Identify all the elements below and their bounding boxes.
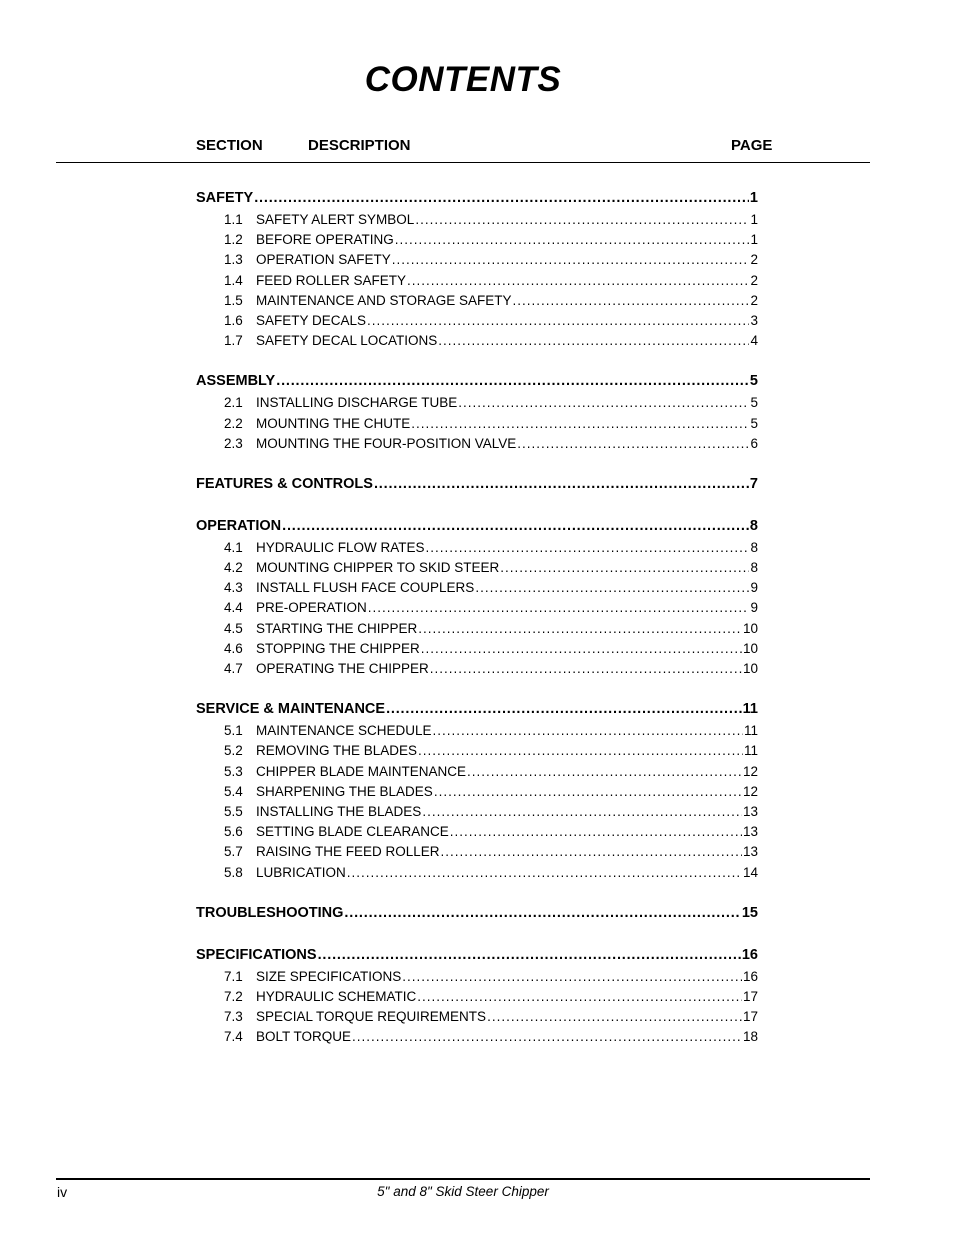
toc-subsection-page: 4 (750, 333, 758, 349)
toc-subsection-number: 1.3 (224, 252, 243, 268)
toc-subsection-title: MOUNTING THE CHUTE (256, 415, 411, 431)
toc-dot-leader (513, 293, 750, 308)
toc-subsection-entry[interactable] (196, 804, 758, 824)
toc-section-entry[interactable] (196, 190, 758, 212)
toc-subsection-page: 3 (750, 312, 758, 328)
toc-subsection-entry[interactable] (196, 764, 758, 784)
toc-section-entry[interactable] (196, 701, 758, 723)
toc-subsection-page: 1 (750, 212, 758, 227)
toc-dot-leader (407, 273, 749, 288)
toc-dot-leader (417, 989, 742, 1004)
toc-dot-leader (430, 661, 742, 676)
toc-subsection-number: 2.3 (224, 435, 243, 451)
toc-subsection-number: 1.6 (224, 312, 243, 328)
toc-subsection-entry[interactable] (196, 969, 758, 989)
toc-subsection-number: 7.4 (224, 1029, 243, 1045)
toc-subsection-page: 2 (750, 292, 758, 308)
toc-dot-leader (386, 701, 742, 717)
toc-section-group (196, 518, 758, 681)
toc-subsection-title: SHARPENING THE BLADES (256, 783, 433, 799)
toc-subsection-page: 13 (742, 803, 758, 819)
toc-subsection-page: 8 (750, 539, 758, 555)
toc-subsection-title: BEFORE OPERATING (256, 232, 394, 248)
toc-subsection-page: 2 (750, 252, 758, 268)
toc-subsection-title: MOUNTING THE FOUR-POSITION VALVE (256, 435, 517, 451)
toc-dot-leader (418, 743, 743, 758)
toc-dot-leader (254, 190, 749, 206)
toc-section-page: 16 (741, 946, 758, 963)
toc-subsection-entry[interactable] (196, 560, 758, 580)
toc-dot-leader (367, 313, 749, 328)
toc-section-entry[interactable] (196, 905, 758, 927)
toc-subsection-title: SAFETY DECALS (256, 312, 367, 328)
toc-subsection-entry[interactable] (196, 212, 758, 232)
toc-dot-leader (433, 723, 743, 738)
toc-section-title: SAFETY (196, 190, 254, 206)
toc-subsection-entry[interactable] (196, 865, 758, 885)
toc-subsection-title: SIZE SPECIFICATIONS (256, 968, 402, 984)
toc-subsection-title: MAINTENANCE SCHEDULE (256, 723, 432, 739)
toc-dot-leader (441, 844, 742, 859)
toc-section-title: SPECIFICATIONS (196, 946, 317, 963)
toc-subsection-entry[interactable] (196, 333, 758, 353)
toc-subsection-title: SAFETY DECAL LOCATIONS (256, 333, 438, 349)
toc-subsection-title: INSTALLING THE BLADES (256, 803, 422, 819)
toc-dot-leader (402, 969, 742, 984)
toc-dot-leader (411, 416, 749, 431)
toc-dot-leader (517, 436, 749, 451)
toc-subsection-number: 1.4 (224, 272, 243, 288)
toc-section-page: 15 (741, 904, 758, 921)
toc-subsection-number: 5.3 (224, 763, 243, 779)
toc-subsection-number: 7.2 (224, 988, 243, 1004)
toc-dot-leader (318, 947, 741, 963)
toc-section-group (196, 476, 758, 498)
column-header-description: DESCRIPTION (308, 137, 411, 154)
toc-subsection-title: SAFETY ALERT SYMBOL (256, 212, 415, 227)
toc-subsection-page: 14 (742, 864, 758, 880)
toc-subsection-entry[interactable] (196, 232, 758, 252)
toc-subsection-entry[interactable] (196, 252, 758, 272)
toc-subsection-page: 5 (750, 395, 758, 411)
toc-subsection-entry[interactable] (196, 844, 758, 864)
toc-dot-leader (344, 905, 740, 921)
toc-section-title: SERVICE & MAINTENANCE (196, 701, 386, 718)
toc-subsection-number: 4.7 (224, 661, 243, 676)
toc-subsection-title: INSTALL FLUSH FACE COUPLERS (256, 580, 475, 596)
toc-subsection-entry[interactable] (196, 621, 758, 641)
toc-subsection-entry[interactable] (196, 641, 758, 661)
toc-subsection-title: FEED ROLLER SAFETY (256, 272, 407, 288)
toc-subsection-title: STARTING THE CHIPPER (256, 620, 418, 636)
toc-dot-leader (421, 641, 742, 656)
toc-subsection-title: REMOVING THE BLADES (256, 743, 418, 759)
toc-dot-leader (487, 1009, 742, 1024)
toc-subsection-title: MAINTENANCE AND STORAGE SAFETY (256, 292, 512, 308)
toc-subsection-page: 11 (743, 743, 758, 759)
toc-dot-leader (374, 476, 749, 492)
toc-dot-leader (438, 333, 749, 348)
toc-subsection-page: 17 (742, 988, 758, 1004)
toc-subsection-title: LUBRICATION (256, 864, 346, 880)
toc-subsection-number: 5.2 (224, 743, 243, 759)
toc-subsection-entry[interactable] (196, 600, 758, 620)
toc-dot-leader (276, 373, 749, 389)
toc-section-group (196, 905, 758, 927)
toc-dot-leader (467, 764, 742, 779)
toc-subsection-number: 1.2 (224, 232, 243, 248)
toc-dot-leader (415, 212, 749, 227)
toc-subsection-number: 2.2 (224, 415, 243, 431)
footer-divider (56, 1178, 870, 1180)
toc-dot-leader (282, 518, 749, 534)
toc-subsection-entry[interactable] (196, 1009, 758, 1029)
toc-subsection-page: 10 (742, 640, 758, 656)
toc-subsection-page: 13 (742, 824, 758, 840)
toc-subsection-title: HYDRAULIC SCHEMATIC (256, 988, 417, 1004)
column-header-section: SECTION (196, 137, 263, 154)
toc-subsection-title: SPECIAL TORQUE REQUIREMENTS (256, 1009, 487, 1025)
toc-section-page: 5 (749, 373, 758, 390)
toc-section-page: 8 (749, 517, 758, 534)
toc-subsection-entry[interactable] (196, 540, 758, 560)
toc-subsection-entry[interactable] (196, 784, 758, 804)
toc-subsection-entry[interactable] (196, 661, 758, 681)
toc-subsection-title: BOLT TORQUE (256, 1029, 352, 1045)
toc-subsection-number: 5.1 (224, 723, 243, 739)
toc-subsection-page: 16 (742, 968, 758, 984)
toc-subsection-entry[interactable] (196, 580, 758, 600)
toc-subsection-number: 4.2 (224, 560, 243, 576)
toc-section-entry[interactable] (196, 373, 758, 395)
toc-section-group (196, 190, 758, 353)
toc-subsection-number: 4.4 (224, 600, 243, 616)
toc-subsection-entry[interactable] (196, 293, 758, 313)
toc-section-title: TROUBLESHOOTING (196, 904, 344, 921)
toc-dot-leader (450, 824, 742, 839)
toc-subsection-number: 4.1 (224, 539, 243, 555)
toc-subsection-page: 2 (750, 272, 758, 288)
toc-dot-leader (422, 804, 742, 819)
toc-subsection-entry[interactable] (196, 824, 758, 844)
column-header-page: PAGE (731, 137, 773, 154)
toc-dot-leader (458, 395, 749, 410)
toc-dot-leader (392, 252, 750, 267)
toc-subsection-page: 10 (742, 661, 758, 676)
footer-document-title: 5" and 8" Skid Steer Chipper (377, 1184, 549, 1199)
toc-dot-leader (395, 232, 750, 247)
toc-subsection-title: PRE-OPERATION (256, 600, 367, 616)
toc-subsection-page: 17 (742, 1009, 758, 1025)
toc-subsection-number: 4.6 (224, 640, 243, 656)
header-divider (56, 162, 870, 163)
toc-subsection-entry[interactable] (196, 723, 758, 743)
toc-dot-leader (347, 865, 742, 880)
footer-page-number: iv (57, 1184, 68, 1200)
toc-subsection-page: 12 (742, 783, 758, 799)
toc-subsection-page: 12 (742, 763, 758, 779)
toc-subsection-entry[interactable] (196, 416, 758, 436)
toc-subsection-page: 5 (750, 415, 758, 431)
toc-section-page: 11 (742, 701, 758, 718)
toc-section-entry[interactable] (196, 947, 758, 969)
toc-subsection-page: 10 (742, 620, 758, 636)
toc-subsection-number: 7.3 (224, 1009, 243, 1025)
toc-subsection-entry[interactable] (196, 1029, 758, 1049)
toc-subsection-page: 18 (742, 1029, 758, 1045)
toc-subsection-entry[interactable] (196, 989, 758, 1009)
toc-subsection-page: 13 (742, 844, 758, 860)
toc-subsection-title: INSTALLING DISCHARGE TUBE (256, 395, 458, 411)
toc-subsection-title: SETTING BLADE CLEARANCE (256, 824, 449, 840)
toc-subsection-entry[interactable] (196, 273, 758, 293)
toc-subsection-number: 1.1 (224, 212, 243, 227)
toc-dot-leader (500, 560, 749, 575)
toc-subsection-page: 6 (750, 435, 758, 451)
toc-subsection-page: 9 (750, 580, 758, 596)
toc-subsection-page: 9 (750, 600, 758, 616)
toc-dot-leader (368, 600, 750, 615)
toc-section-page: 7 (749, 475, 758, 492)
toc-subsection-title: HYDRAULIC FLOW RATES (256, 539, 425, 555)
toc-subsection-page: 8 (750, 560, 758, 576)
table-of-contents (196, 190, 758, 1069)
toc-subsection-title: STOPPING THE CHIPPER (256, 640, 420, 656)
toc-dot-leader (418, 621, 742, 636)
toc-subsection-number: 4.3 (224, 580, 243, 596)
toc-subsection-title: CHIPPER BLADE MAINTENANCE (256, 763, 467, 779)
toc-dot-leader (434, 784, 742, 799)
toc-subsection-number: 5.7 (224, 844, 243, 860)
toc-subsection-number: 5.4 (224, 783, 243, 799)
toc-subsection-number: 1.7 (224, 333, 243, 349)
toc-subsection-title: MOUNTING CHIPPER TO SKID STEER (256, 560, 500, 576)
toc-subsection-entry[interactable] (196, 313, 758, 333)
toc-section-title: FEATURES & CONTROLS (196, 475, 373, 492)
toc-subsection-number: 1.5 (224, 292, 243, 308)
toc-section-title: OPERATION (196, 517, 282, 534)
toc-section-group (196, 947, 758, 1050)
toc-subsection-title: OPERATION SAFETY (256, 252, 391, 268)
toc-subsection-number: 7.1 (224, 968, 243, 984)
page-title: CONTENTS (364, 60, 562, 99)
toc-subsection-number: 5.6 (224, 824, 243, 840)
toc-subsection-title: OPERATING THE CHIPPER (256, 661, 429, 676)
toc-section-title: ASSEMBLY (196, 373, 276, 390)
toc-dot-leader (475, 580, 749, 595)
toc-subsection-entry[interactable] (196, 743, 758, 763)
toc-section-group (196, 373, 758, 456)
toc-dot-leader (352, 1029, 742, 1044)
toc-section-entry[interactable] (196, 518, 758, 540)
toc-dot-leader (426, 540, 750, 555)
toc-subsection-page: 11 (743, 723, 758, 739)
toc-section-entry[interactable] (196, 476, 758, 498)
toc-subsection-number: 5.5 (224, 803, 243, 819)
toc-subsection-page: 1 (750, 232, 758, 248)
toc-subsection-entry[interactable] (196, 395, 758, 415)
toc-section-group (196, 701, 758, 885)
toc-subsection-entry[interactable] (196, 436, 758, 456)
toc-subsection-number: 2.1 (224, 395, 243, 411)
toc-subsection-number: 5.8 (224, 864, 243, 880)
toc-subsection-title: RAISING THE FEED ROLLER (256, 844, 440, 860)
toc-subsection-number: 4.5 (224, 620, 243, 636)
toc-section-page: 1 (749, 190, 758, 206)
